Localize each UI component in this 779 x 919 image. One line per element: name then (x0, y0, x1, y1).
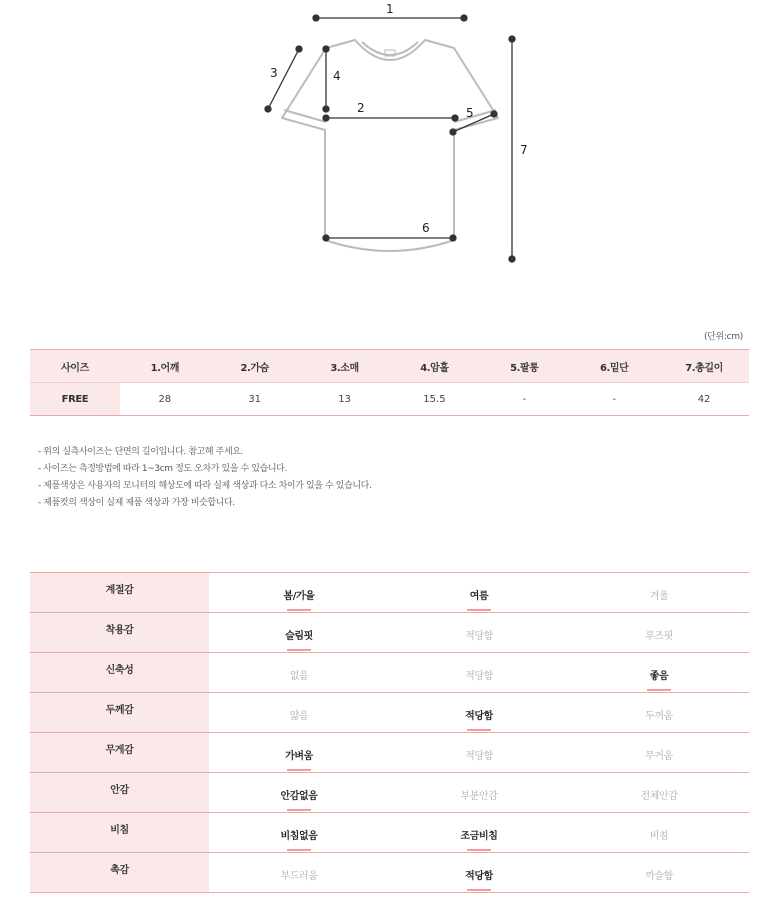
unit-note: (단위:cm) (703, 332, 743, 342)
attribute-option-cell (389, 693, 569, 733)
attribute-name: 무게감 (30, 733, 209, 773)
attribute-table (30, 572, 749, 893)
attribute-row (30, 813, 749, 853)
attribute-row (30, 773, 749, 813)
attribute-option-cell (209, 693, 389, 733)
attribute-option: 겨울 (649, 591, 669, 602)
size-header-5: 5.팔통 (479, 350, 569, 383)
attribute-option-cell (389, 773, 569, 813)
attribute-row (30, 853, 749, 893)
size-header-3: 3.소매 (300, 350, 390, 383)
attribute-option-cell (209, 573, 389, 613)
attribute-option-selected: 적당함 (465, 867, 493, 882)
attribute-option-selected: 좋음 (650, 667, 669, 682)
attribute-option-cell (209, 773, 389, 813)
attribute-name: 착용감 (30, 613, 209, 653)
size-name-cell: FREE (30, 383, 120, 416)
attribute-option-selected: 적당함 (465, 707, 493, 722)
size-value-cell: - (479, 383, 569, 416)
attribute-option-cell (389, 733, 569, 773)
attribute-option-selected: 슬림핏 (285, 627, 313, 642)
attribute-option-cell (569, 773, 749, 813)
attribute-row (30, 653, 749, 693)
attribute-option: 까슬함 (645, 871, 673, 882)
label-sleeve-width: 5 (466, 106, 474, 120)
label-armhole: 4 (333, 69, 341, 83)
attribute-option-cell (389, 813, 569, 853)
attribute-option-cell (569, 573, 749, 613)
measure-lines (265, 15, 515, 262)
attribute-option-cell (569, 813, 749, 853)
size-table (30, 349, 749, 416)
attribute-option: 적당함 (465, 751, 493, 762)
size-header-0: 사이즈 (30, 350, 120, 383)
note-item: - 제품컷의 색상이 실제 제품 색상과 가장 비슷합니다. (38, 498, 235, 508)
attribute-row (30, 693, 749, 733)
attribute-option-selected: 봄/가을 (283, 587, 314, 602)
attribute-option: 부분안감 (460, 791, 498, 802)
attribute-option: 전체안감 (640, 791, 678, 802)
size-header-7: 7.총길이 (659, 350, 749, 383)
label-shoulder: 1 (386, 2, 394, 16)
attribute-name: 촉감 (30, 853, 209, 893)
attribute-name: 계절감 (30, 573, 209, 613)
attribute-option-selected: 조금비침 (460, 827, 497, 842)
attribute-option: 두꺼움 (645, 711, 673, 722)
attribute-option-selected: 안감없음 (280, 787, 317, 802)
attribute-name: 두께감 (30, 693, 209, 733)
attribute-option-cell (569, 693, 749, 733)
label-chest: 2 (357, 101, 365, 115)
note-item: - 제품색상은 사용자의 모니터의 해상도에 따라 실제 색상과 다소 차이가 있을 수 있습니다. (38, 481, 372, 491)
size-value-cell: 15.5 (390, 383, 480, 416)
tshirt-measurement-diagram (0, 0, 779, 300)
attribute-option-cell (209, 613, 389, 653)
size-value-cell: 28 (120, 383, 210, 416)
attribute-name: 신축성 (30, 653, 209, 693)
attribute-option: 루즈핏 (645, 631, 673, 642)
attribute-name: 안감 (30, 773, 209, 813)
attribute-row (30, 733, 749, 773)
attribute-option: 적당함 (465, 671, 493, 682)
attribute-option-cell (569, 853, 749, 893)
attribute-option: 비침 (649, 831, 669, 842)
attribute-option: 무거움 (645, 751, 673, 762)
attribute-option-cell (209, 653, 389, 693)
label-hem: 6 (422, 221, 430, 235)
attribute-option-cell (569, 653, 749, 693)
size-header-1: 1.어깨 (120, 350, 210, 383)
attribute-option-selected: 비침없음 (280, 827, 317, 842)
notes-list (38, 445, 371, 513)
attribute-row (30, 613, 749, 653)
attribute-option-cell (389, 573, 569, 613)
attribute-option: 부드러움 (280, 871, 318, 882)
size-value-cell: 42 (659, 383, 749, 416)
size-header-2: 2.가슴 (210, 350, 300, 383)
attribute-option-selected: 여름 (470, 587, 489, 602)
size-value-cell: - (569, 383, 659, 416)
size-header-6: 6.밑단 (569, 350, 659, 383)
attribute-option-cell (389, 613, 569, 653)
attribute-option: 얇음 (289, 711, 309, 722)
attribute-row (30, 573, 749, 613)
label-total-length: 7 (520, 143, 528, 157)
attribute-option-selected: 가벼움 (285, 747, 313, 762)
note-item: - 위의 실측사이즈는 단면의 길이입니다. 참고해 주세요. (38, 447, 244, 457)
size-value-cell: 31 (210, 383, 300, 416)
size-table-header-row (30, 350, 749, 383)
attribute-option-cell (209, 733, 389, 773)
size-header-4: 4.암홀 (390, 350, 480, 383)
attribute-option-cell (209, 853, 389, 893)
attribute-option-cell (389, 853, 569, 893)
label-sleeve: 3 (270, 66, 278, 80)
size-value-cell: 13 (300, 383, 390, 416)
attribute-option-cell (209, 813, 389, 853)
attribute-name: 비침 (30, 813, 209, 853)
tshirt-outline (282, 40, 498, 251)
attribute-option-cell (569, 613, 749, 653)
attribute-option-cell (569, 733, 749, 773)
attribute-option: 없음 (289, 671, 309, 682)
attribute-option-cell (389, 653, 569, 693)
size-row (30, 383, 749, 416)
attribute-option: 적당함 (465, 631, 493, 642)
note-item: - 사이즈는 측정방법에 따라 1~3cm 정도 오차가 있을 수 있습니다. (38, 464, 287, 474)
